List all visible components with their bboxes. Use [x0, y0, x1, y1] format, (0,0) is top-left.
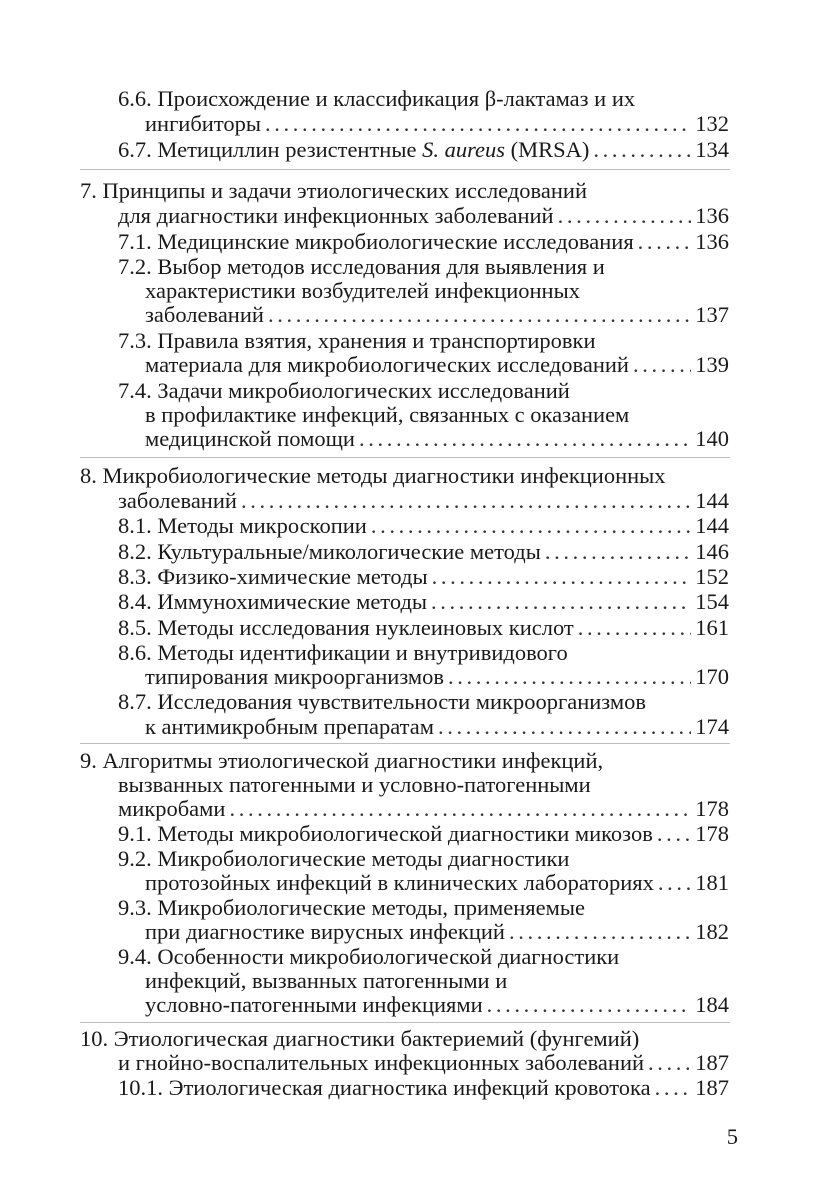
toc-entry-9-4[interactable]: [145, 992, 729, 1018]
toc-entry-8-2[interactable]: [118, 539, 729, 565]
toc-page-number: 137: [695, 302, 729, 327]
toc-entry-7-2-line1: 7.2. Выбор методов исследования для выявления и: [118, 254, 605, 279]
dot-leader: [438, 714, 691, 740]
toc-entry-title: 8.4. Иммунохимические методы: [118, 589, 428, 614]
page-number: 5: [726, 1124, 738, 1149]
toc-entry-8-6-line1: 8.6. Методы идентификации и внутривидового: [118, 640, 568, 665]
toc-page-number: 132: [695, 111, 729, 136]
toc-entry-title: 6.7. Метициллин резистентные S. aureus (MRSA): [118, 137, 590, 162]
dot-leader: [578, 615, 691, 641]
toc-page-number: 140: [695, 426, 729, 451]
toc-page-number: 182: [695, 919, 729, 944]
toc-chapter-9-line2: вызванных патогенными и условно-патогенными: [118, 772, 591, 797]
section-divider: [80, 457, 730, 458]
toc-entry-title: условно-патогенными инфекциями: [145, 992, 483, 1017]
toc-page-number: 134: [695, 137, 729, 162]
toc-entry-9-1[interactable]: [118, 821, 729, 847]
dot-leader: [545, 539, 691, 565]
dot-leader: [558, 203, 692, 229]
toc-entry-title: ингибиторы: [145, 111, 261, 136]
toc-page-number: 178: [695, 796, 729, 821]
toc-entry-7-4-line2: в профилактике инфекций, связанных с оказанием: [145, 402, 630, 427]
toc-chapter-8-line1: 8. Микробиологические методы диагностики инфекционных: [80, 463, 666, 488]
toc-entry-title: 8.1. Методы микроскопии: [118, 513, 367, 538]
toc-entry-title: заболеваний: [118, 488, 237, 513]
toc-entry-8-6[interactable]: [145, 664, 729, 690]
toc-chapter-10-line1: 10. Этиологическая диагностики бактериемий (фунгемий): [80, 1026, 640, 1051]
toc-entry-8-4[interactable]: [118, 589, 729, 615]
toc-entry-title: 8.2. Культуральные/микологические методы: [118, 539, 541, 564]
toc-entry-7-3-line1: 7.3. Правила взятия, хранения и транспортировки: [118, 328, 596, 353]
dot-leader: [229, 796, 691, 822]
toc-chapter-10[interactable]: [118, 1050, 729, 1076]
toc-entry-8-7-line1: 8.7. Исследования чувствительности микроорганизмов: [118, 689, 646, 714]
toc-entry-title: 10.1. Этиологическая диагностика инфекций кровотока: [118, 1075, 651, 1100]
toc-page-number: 136: [695, 229, 729, 254]
toc-page-number: 144: [695, 488, 729, 513]
dot-leader: [371, 513, 691, 539]
dot-leader: [265, 111, 691, 137]
toc-entry-title: при диагностике вирусных инфекций: [145, 919, 505, 944]
toc-page-number: 178: [695, 821, 729, 846]
dot-leader: [432, 564, 692, 590]
toc-chapter-9[interactable]: [118, 796, 729, 822]
toc-entry-title: протозойных инфекций в клинических лабораториях: [145, 870, 654, 895]
toc-entry-7-4-line1: 7.4. Задачи микробиологических исследований: [118, 378, 570, 403]
dot-leader: [633, 352, 691, 378]
toc-page-number: 170: [695, 664, 729, 689]
dot-leader: [509, 919, 691, 945]
toc-chapter-8[interactable]: [118, 488, 729, 514]
toc-entry-title: и гнойно-воспалительных инфекционных заболеваний: [118, 1050, 645, 1075]
toc-entry-9-3[interactable]: [145, 919, 729, 945]
toc-page-number: 161: [695, 615, 729, 640]
toc-entry-title: медицинской помощи: [145, 426, 355, 451]
dot-leader: [448, 664, 691, 690]
toc-page-number: 184: [695, 992, 729, 1017]
toc-entry-7-3[interactable]: [145, 352, 729, 378]
dot-leader: [241, 488, 691, 514]
toc-entry-9-4-line1: 9.4. Особенности микробиологической диагностики: [118, 944, 620, 969]
toc-entry-6-6[interactable]: [145, 111, 729, 137]
toc-entry-title: типирования микроорганизмов: [145, 664, 445, 689]
toc-page-number: 154: [695, 589, 729, 614]
toc-entry-6-6-line1: 6.6. Происхождение и классификация β-лактамаз и их: [118, 86, 636, 111]
toc-page-number: 181: [695, 870, 729, 895]
toc-entry-title: 7.1. Медицинские микробиологические исследования: [118, 229, 634, 254]
toc-entry-title: к антимикробным препаратам: [145, 714, 434, 739]
toc-chapter-7-line1: 7. Принципы и задачи этиологических исследований: [80, 178, 587, 203]
toc-page-number: 152: [695, 564, 729, 589]
toc-entry-title: для диагностики инфекционных заболеваний: [118, 203, 554, 228]
dot-leader: [487, 992, 692, 1018]
toc-chapter-9-line1: 9. Алгоритмы этиологической диагностики инфекций,: [80, 748, 604, 773]
toc-entry-10-1[interactable]: [118, 1075, 729, 1101]
toc-entry-7-2-line2: характеристики возбудителей инфекционных: [145, 278, 580, 303]
toc-entry-6-7[interactable]: [118, 137, 729, 163]
toc-page-number: 187: [695, 1075, 729, 1100]
toc-entry-8-7[interactable]: [145, 714, 729, 740]
toc-entry-9-2-line1: 9.2. Микробиологические методы диагностики: [118, 846, 570, 871]
dot-leader: [593, 137, 691, 163]
section-divider: [80, 169, 730, 170]
dot-leader: [658, 870, 691, 896]
toc-entry-7-2[interactable]: [145, 302, 729, 328]
dot-leader: [655, 1075, 692, 1101]
toc-page-number: 174: [695, 714, 729, 739]
toc-entry-9-2[interactable]: [145, 870, 729, 896]
dot-leader: [657, 821, 691, 847]
toc-entry-8-1[interactable]: [118, 513, 729, 539]
dot-leader: [268, 302, 691, 328]
toc-entry-8-5[interactable]: [118, 615, 729, 641]
section-divider: [80, 1022, 730, 1023]
toc-chapter-7[interactable]: [118, 203, 729, 229]
toc-page-number: 139: [695, 352, 729, 377]
section-divider: [80, 743, 730, 744]
toc-entry-title: микробами: [118, 796, 226, 821]
toc-entry-7-1[interactable]: [118, 229, 729, 255]
toc-entry-title: 8.3. Физико-химические методы: [118, 564, 428, 589]
dot-leader: [359, 426, 691, 452]
toc-page-number: 136: [695, 203, 729, 228]
toc-entry-9-3-line1: 9.3. Микробиологические методы, применяемые: [118, 895, 585, 920]
toc-entry-title: 9.1. Методы микробиологической диагностики микозов: [118, 821, 653, 846]
toc-entry-title: материала для микробиологических исследований: [145, 352, 629, 377]
toc-page-number: 187: [695, 1050, 729, 1075]
dot-leader: [648, 1050, 691, 1076]
dot-leader: [638, 229, 692, 255]
toc-entry-9-4-line2: инфекций, вызванных патогенными и: [145, 968, 508, 993]
toc-entry-7-4[interactable]: [145, 426, 729, 452]
toc-entry-title: 8.5. Методы исследования нуклеиновых кислот: [118, 615, 574, 640]
toc-page-number: 144: [695, 513, 729, 538]
toc-page-number: 146: [695, 539, 729, 564]
toc-entry-8-3[interactable]: [118, 564, 729, 590]
dot-leader: [431, 589, 691, 615]
toc-entry-title: заболеваний: [145, 302, 264, 327]
